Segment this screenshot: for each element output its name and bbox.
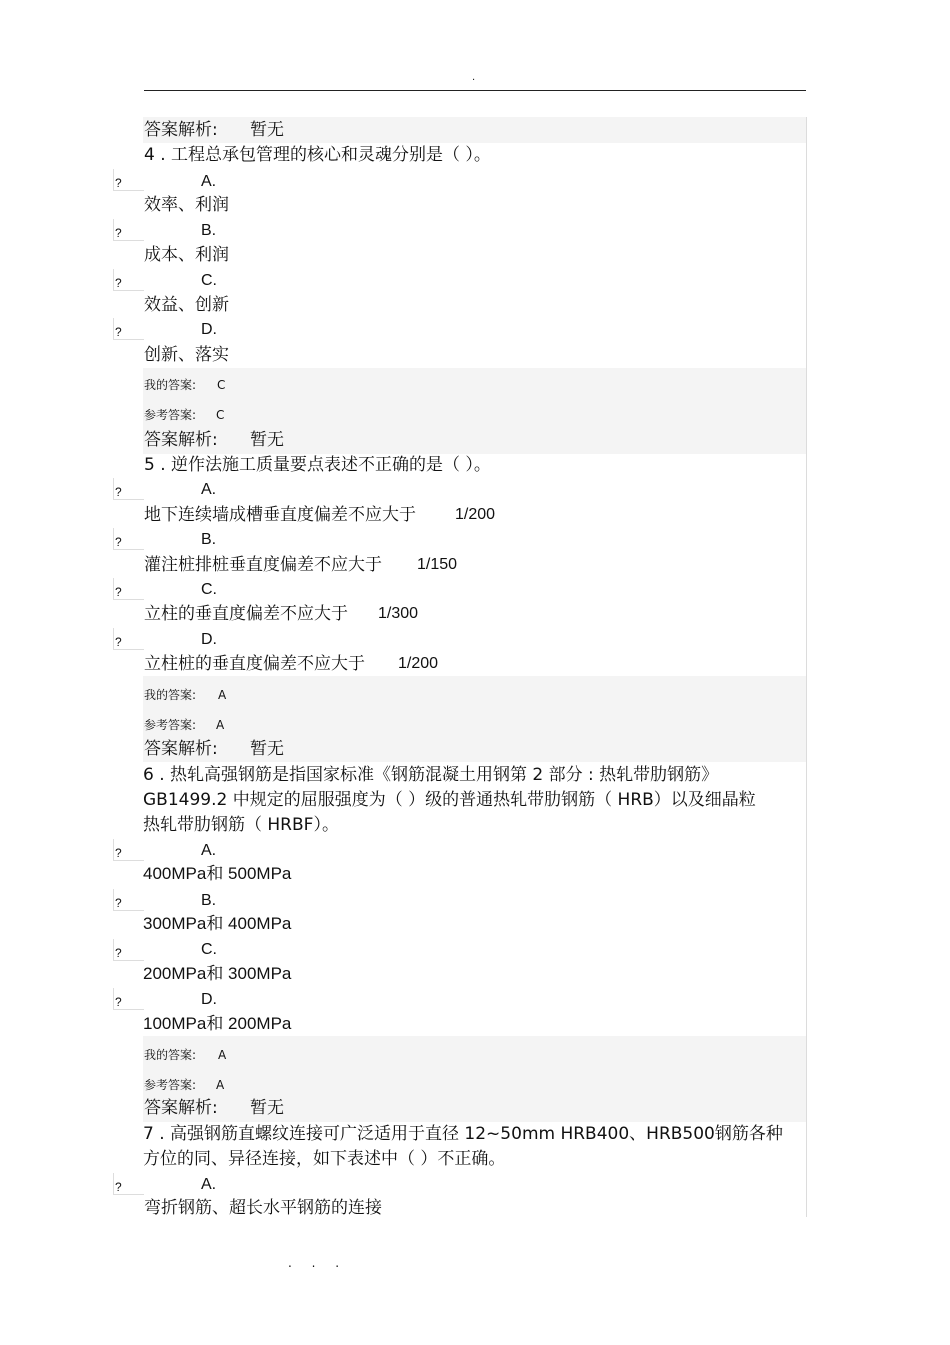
option-c-text[interactable]: 效益、创新 xyxy=(144,295,229,315)
option-d-value: 1/200 xyxy=(398,655,439,672)
question-6-stem-line-1: 6 . 热轧高强钢筋是指国家标准《钢筋混凝土用钢第 2 部分 : 热轧带肋钢筋》 xyxy=(143,765,719,785)
option-b-marker[interactable]: ? xyxy=(115,535,122,549)
analysis-value: 暂无 xyxy=(250,120,284,140)
question-6-stem-line-3: 热轧带肋钢筋（ HRBF）。 xyxy=(143,815,339,835)
option-d-letter: D. xyxy=(201,321,217,338)
option-d-text[interactable]: 创新、落实 xyxy=(144,345,229,365)
option-a-marker[interactable]: ? xyxy=(115,1180,122,1194)
option-a-letter: A. xyxy=(201,1176,217,1193)
right-border xyxy=(806,117,807,1217)
option-a-marker[interactable]: ? xyxy=(115,176,122,190)
option-d-marker[interactable]: ? xyxy=(115,325,122,339)
option-b-text[interactable]: 成本、利润 xyxy=(144,245,229,265)
option-b-value: 1/150 xyxy=(417,556,458,573)
answer-band-q5 xyxy=(143,676,806,762)
reference-answer-value: A xyxy=(216,718,225,732)
option-a-text[interactable]: 弯折钢筋、超长水平钢筋的连接 xyxy=(144,1198,382,1218)
my-answer-label: 我的答案: xyxy=(144,1048,197,1062)
option-a-marker[interactable]: ? xyxy=(115,846,122,860)
footer-dots: . . . xyxy=(288,1256,348,1270)
option-a-value: 1/200 xyxy=(455,506,496,523)
question-6-stem-line-2: GB1499.2 中规定的屈服强度为（ ）级的普通热轧带肋钢筋（ HRB）以及细晶粒 xyxy=(143,790,756,810)
question-7-stem-line-2: 方位的同、异径连接，如下表述中（ ）不正确。 xyxy=(143,1149,506,1169)
my-answer-value: A xyxy=(218,1048,227,1062)
option-b-letter: B. xyxy=(201,892,217,909)
option-c-value: 1/300 xyxy=(378,605,419,622)
option-b-marker[interactable]: ? xyxy=(115,896,122,910)
my-answer-value: C xyxy=(217,378,226,392)
reference-answer-value: C xyxy=(216,408,225,422)
answer-band-q4 xyxy=(143,368,806,454)
question-5-stem: 5 . 逆作法施工质量要点表述不正确的是（ ）。 xyxy=(144,455,491,475)
analysis-label: 答案解析: xyxy=(144,120,218,140)
option-c-text[interactable]: 200MPa和 300MPa xyxy=(143,964,292,983)
header-rule xyxy=(144,90,806,91)
analysis-label: 答案解析: xyxy=(144,430,218,450)
analysis-value: 暂无 xyxy=(250,1098,284,1118)
option-b-text[interactable]: 灌注桩排桩垂直度偏差不应大于 xyxy=(144,555,382,575)
reference-answer-label: 参考答案: xyxy=(144,408,197,422)
option-c-marker[interactable]: ? xyxy=(115,946,122,960)
header-dot: . xyxy=(472,72,476,83)
option-a-text[interactable]: 效率、利润 xyxy=(144,195,229,215)
analysis-value: 暂无 xyxy=(250,739,284,759)
question-4-stem: 4 . 工程总承包管理的核心和灵魂分别是（ ）。 xyxy=(144,145,491,165)
option-d-marker[interactable]: ? xyxy=(115,995,122,1009)
analysis-label: 答案解析: xyxy=(144,739,218,759)
my-answer-label: 我的答案: xyxy=(144,378,197,392)
option-b-letter: B. xyxy=(201,531,217,548)
option-c-text[interactable]: 立柱的垂直度偏差不应大于 xyxy=(144,604,348,624)
analysis-value: 暂无 xyxy=(250,430,284,450)
option-d-letter: D. xyxy=(201,991,217,1008)
question-7-stem-line-1: 7 . 高强钢筋直螺纹连接可广泛适用于直径 12~50mm HRB400、HRB500钢筋各种 xyxy=(143,1124,783,1144)
option-a-marker[interactable]: ? xyxy=(115,485,122,499)
option-c-letter: C. xyxy=(201,581,217,598)
option-b-text[interactable]: 300MPa和 400MPa xyxy=(143,914,292,933)
my-answer-label: 我的答案: xyxy=(144,688,197,702)
option-b-marker[interactable]: ? xyxy=(115,226,122,240)
option-a-text[interactable]: 地下连续墙成槽垂直度偏差不应大于 xyxy=(144,505,416,525)
option-a-letter: A. xyxy=(201,481,217,498)
option-a-letter: A. xyxy=(201,173,217,190)
option-a-text[interactable]: 400MPa和 500MPa xyxy=(143,864,292,883)
reference-answer-label: 参考答案: xyxy=(144,1078,197,1092)
option-d-text[interactable]: 100MPa和 200MPa xyxy=(143,1014,292,1033)
option-d-text[interactable]: 立柱桩的垂直度偏差不应大于 xyxy=(144,654,365,674)
option-c-letter: C. xyxy=(201,272,217,289)
analysis-band-q3 xyxy=(143,117,806,143)
my-answer-value: A xyxy=(218,688,227,702)
option-a-letter: A. xyxy=(201,842,217,859)
option-d-letter: D. xyxy=(201,631,217,648)
option-d-marker[interactable]: ? xyxy=(115,635,122,649)
option-c-marker[interactable]: ? xyxy=(115,585,122,599)
option-c-marker[interactable]: ? xyxy=(115,276,122,290)
answer-band-q6 xyxy=(143,1036,806,1122)
reference-answer-label: 参考答案: xyxy=(144,718,197,732)
option-b-letter: B. xyxy=(201,222,217,239)
analysis-label: 答案解析: xyxy=(144,1098,218,1118)
reference-answer-value: A xyxy=(216,1078,225,1092)
option-c-letter: C. xyxy=(201,941,217,958)
